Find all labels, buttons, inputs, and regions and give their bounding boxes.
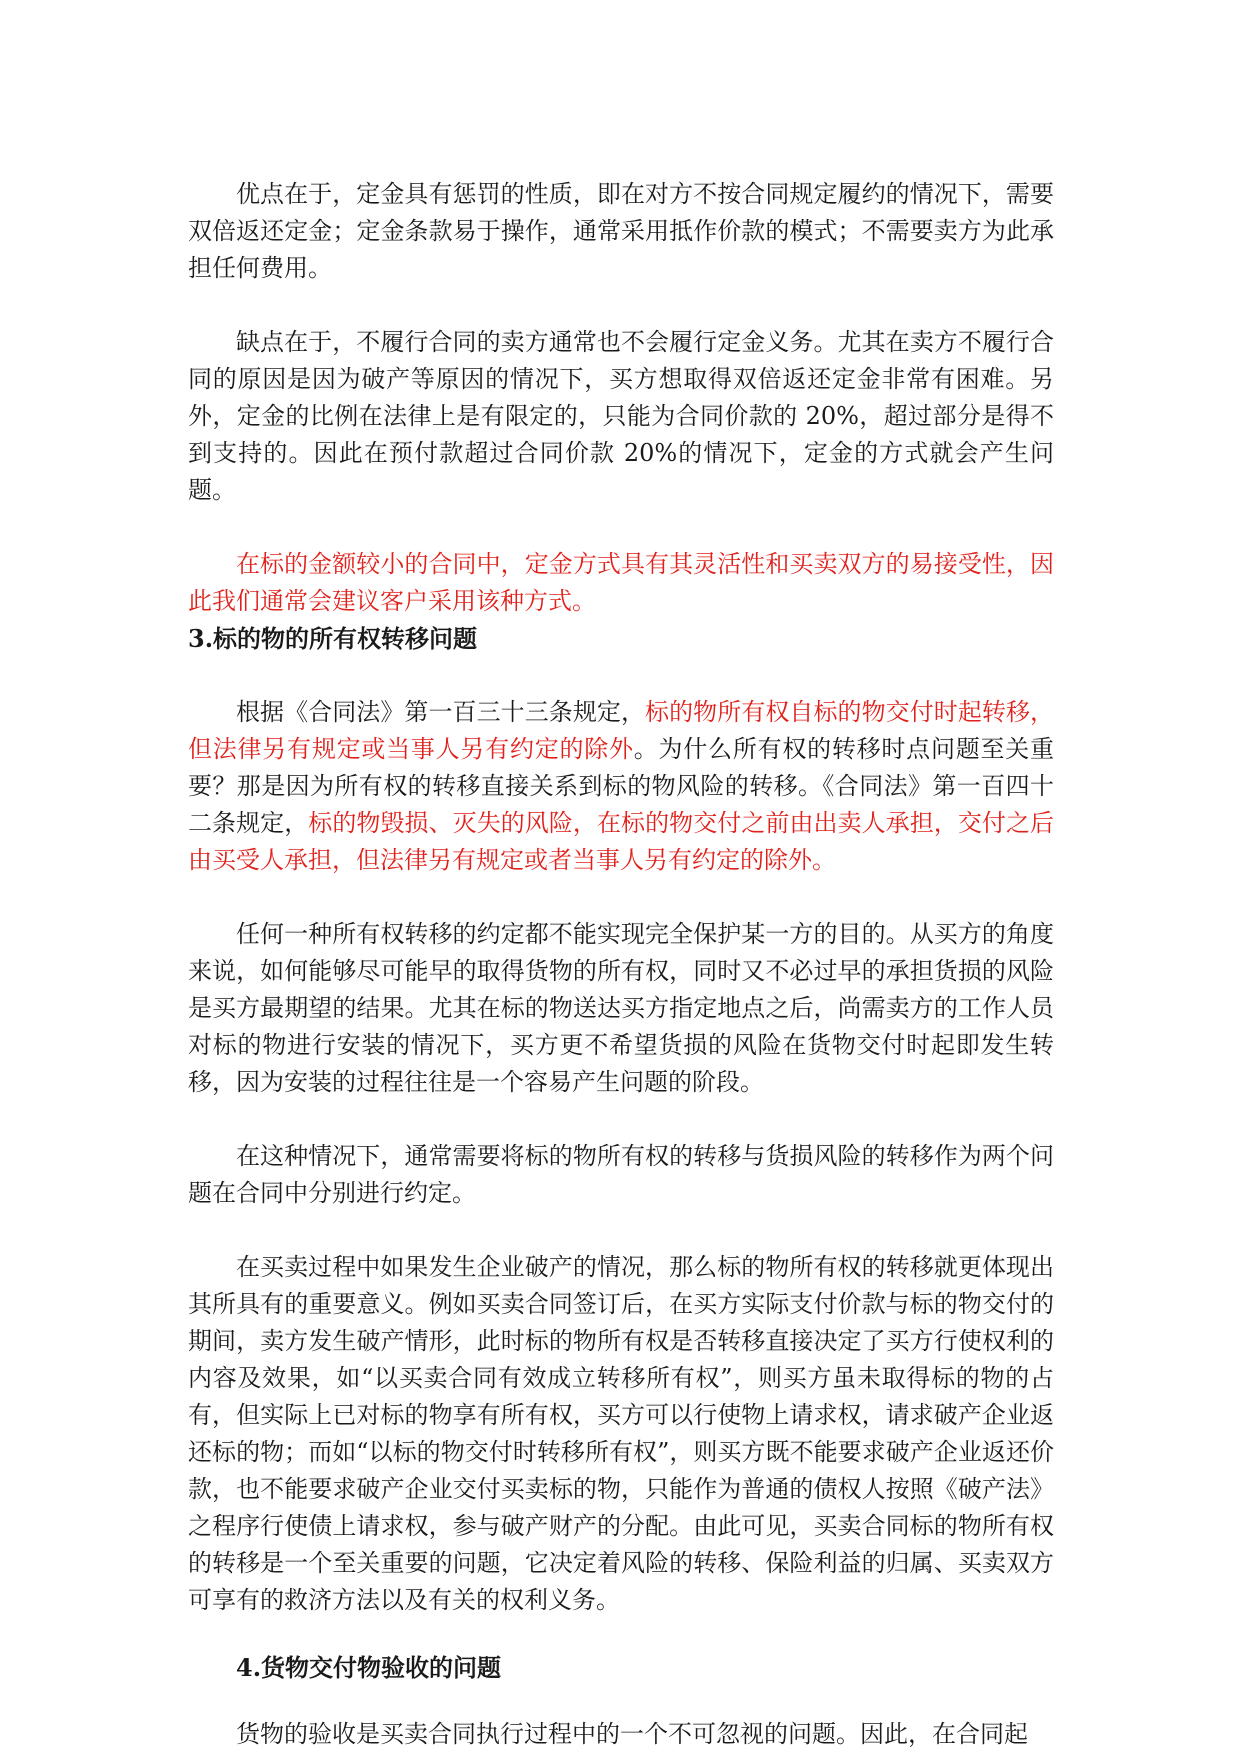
paragraph-bankruptcy: 在买卖过程中如果发生企业破产的情况，那么标的物所有权的转移就更体现出其所具有的重要意义。例如买卖合同签订后，在买方实际支付价款与标的物交付的期间，卖方发生破产情形，此时标的物所有权是否转移直接决定了买方行使权利的内容及效果，如“以买卖合同有效成立转移所有权”，则买方虽未取得标的物的占有，但实际上已对标的物享有所有权，买方可以行使物上请求权，请求破产企业返还标的物；而如“以标的物交付时转移所有权”，则买方既不能要求破产企业返还价款，也不能要求破产企业交付买卖标的物，只能作为普通的债权人按照《破产法》之程序行使债上请求权，参与破产财产的分配。由此可见，买卖合同标的物所有权的转移是一个至关重要的问题，它决定着风险的转移、保险利益的归属、买卖双方可享有的救济方法以及有关的权利义务。 (188, 1253, 1054, 1614)
text-ownership-importance: 。为什么所有权的转移时点问题至关重要？那是因为所有权的转移直接关系到标的物风险的转移。《合同法》第一百四十二条规定， (188, 735, 1054, 837)
paragraph-separate-agreement: 在这种情况下，通常需要将标的物所有权的转移与货损风险的转移作为两个问题在合同中分别进行约定。 (188, 1142, 1054, 1207)
section-heading-4: 4.货物交付物验收的问题 (236, 1653, 502, 1682)
text-risk-transfer-rule: 标的物毁损、灭失的风险，在标的物交付之前由出卖人承担，交付之后由买受人承担，但法律另有规定或者当事人另有约定的除外。 (188, 809, 1055, 874)
document-body (188, 176, 1054, 1753)
paragraph-recommendation: 在标的金额较小的合同中，定金方式具有其灵活性和买卖双方的易接受性，因此我们通常会建议客户采用该种方式。 (188, 550, 1054, 615)
paragraph-advantages: 优点在于，定金具有惩罚的性质，即在对方不按合同规定履约的情况下，需要双倍返还定金；定金条款易于操作，通常采用抵作价款的模式；不需要卖方为此承担任何费用。 (188, 180, 1054, 282)
paragraph-disadvantages: 缺点在于，不履行合同的卖方通常也不会履行定金义务。尤其在卖方不履行合同的原因是因为破产等原因的情况下，买方想取得双倍返还定金非常有困难。另外，定金的比例在法律上是有限定的，只能为合同价款的 20%，超过部分是得不到支持的。因此在预付款超过合同价款 20%的情况下，定金的方式就会产生问题。 (188, 328, 1054, 504)
paragraph-contract-law (188, 694, 1054, 879)
text-contract-law-intro: 根据《合同法》第一百三十三条规定， (236, 698, 646, 726)
paragraph-acceptance: 货物的验收是买卖合同执行过程中的一个不可忽视的问题。因此，在合同起 (236, 1720, 1028, 1748)
paragraph-buyer-perspective: 任何一种所有权转移的约定都不能实现完全保护某一方的目的。从买方的角度来说，如何能够尽可能早的取得货物的所有权，同时又不必过早的承担货损的风险是买方最期望的结果。尤其在标的物送达买方指定地点之后，尚需卖方的工作人员对标的物进行安装的情况下，买方更不希望货损的风险在货物交付时起即发生转移，因为安装的过程往往是一个容易产生问题的阶段。 (188, 920, 1054, 1096)
section-heading-3: 3.标的物的所有权转移问题 (188, 624, 478, 653)
text-ownership-transfer-rule: 标的物所有权自标的物交付时起转移，但法律另有规定或当事人另有约定的除外 (188, 698, 1054, 763)
